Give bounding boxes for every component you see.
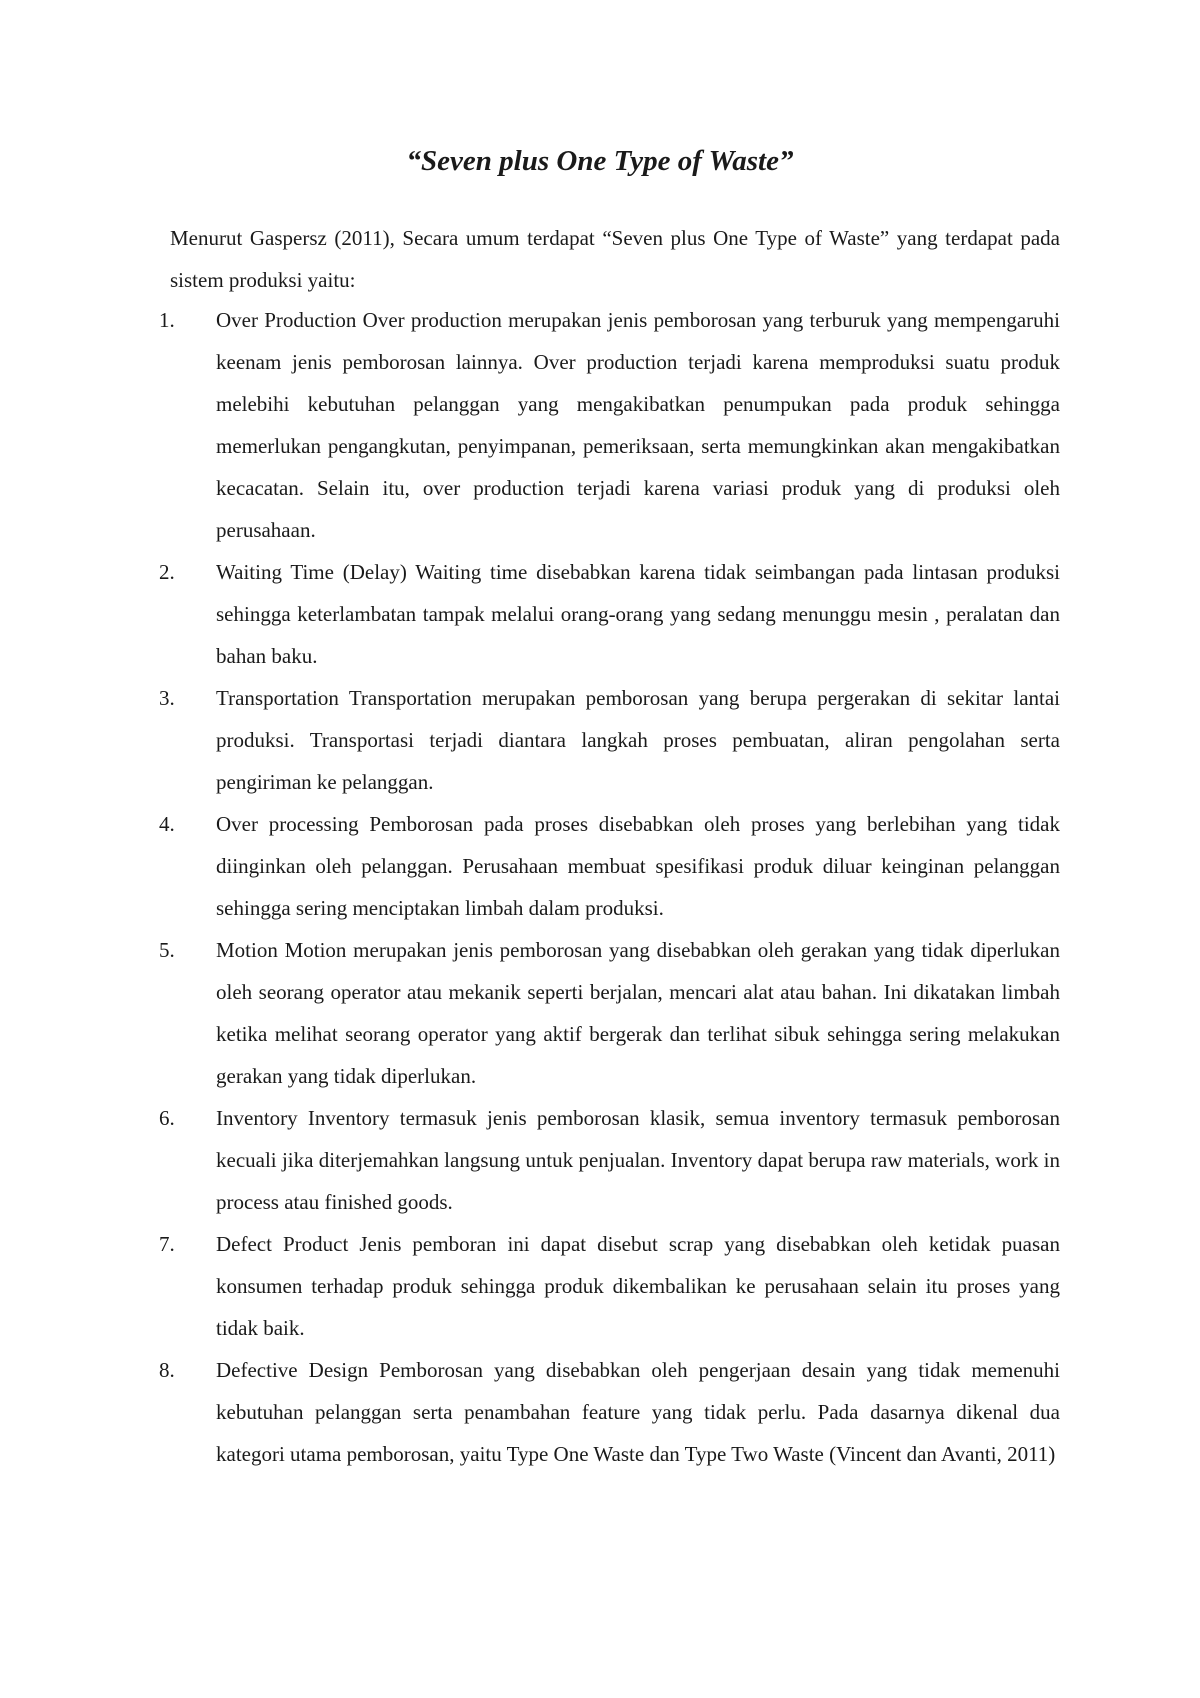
list-item-text: Over processing Pemborosan pada proses disebabkan oleh proses yang berlebihan yang tidak diinginkan oleh pelanggan. Perusahaan membuat spesifikasi produk diluar keinginan pelanggan sehingga sering menciptakan limbah dalam produksi.: [216, 812, 1060, 920]
list-item-text: Defective Design Pemborosan yang disebabkan oleh pengerjaan desain yang tidak memenuhi kebutuhan pelanggan serta penambahan feature yang tidak perlu. Pada dasarnya dikenal dua kategori utama pemborosan, yaitu Type One Waste dan Type Two Waste (Vincent dan Avanti, 2011): [216, 1358, 1060, 1466]
list-item: [0, 803, 1200, 929]
list-item-text: Motion Motion merupakan jenis pemborosan yang disebabkan oleh gerakan yang tidak diperlukan oleh seorang operator atau mekanik seperti berjalan, mencari alat atau bahan. Ini dikatakan limbah ketika melihat seorang operator yang aktif bergerak dan terlihat sibuk sehingga sering melakukan gerakan yang tidak diperlukan.: [216, 938, 1060, 1088]
document-title: “Seven plus One Type of Waste”: [406, 145, 794, 177]
list-item-text: Waiting Time (Delay) Waiting time disebabkan karena tidak seimbangan pada lintasan produksi sehingga keterlambatan tampak melalui orang-orang yang sedang menunggu mesin , peralatan dan bahan baku.: [216, 560, 1060, 668]
list-item-number: 8.: [159, 1358, 175, 1382]
list-item-number: 5.: [159, 938, 175, 962]
list-item: [0, 1349, 1200, 1475]
list-item: [0, 299, 1200, 551]
list-item-number: 1.: [159, 308, 175, 332]
list-item-number: 3.: [159, 686, 175, 710]
list-item: [0, 677, 1200, 803]
list-item: [0, 551, 1200, 677]
intro-paragraph: Menurut Gaspersz (2011), Secara umum terdapat “Seven plus One Type of Waste” yang terdapat pada sistem produksi yaitu:: [170, 226, 1060, 292]
list-item-text: Over Production Over production merupakan jenis pemborosan yang terburuk yang mempengaruhi keenam jenis pemborosan lainnya. Over production terjadi karena memproduksi suatu produk melebihi kebutuhan pelanggan yang mengakibatkan penumpukan pada produk sehingga memerlukan pengangkutan, penyimpanan, pemeriksaan, serta memungkinkan akan mengakibatkan kecacatan. Selain itu, over production terjadi karena variasi produk yang di produksi oleh perusahaan.: [216, 308, 1060, 542]
list-item: [0, 1223, 1200, 1349]
list-item-number: 6.: [159, 1106, 175, 1130]
list-item: [0, 929, 1200, 1097]
list-item-text: Defect Product Jenis pemboran ini dapat disebut scrap yang disebabkan oleh ketidak puasan konsumen terhadap produk sehingga produk dikembalikan ke perusahaan selain itu proses yang tidak baik.: [216, 1232, 1060, 1340]
list-item-text: Transportation Transportation merupakan pemborosan yang berupa pergerakan di sekitar lantai produksi. Transportasi terjadi diantara langkah proses pembuatan, aliran pengolahan serta pengiriman ke pelanggan.: [216, 686, 1060, 794]
list-item-number: 7.: [159, 1232, 175, 1256]
list-item-number: 2.: [159, 560, 175, 584]
list-item-number: 4.: [159, 812, 175, 836]
list-item-text: Inventory Inventory termasuk jenis pemborosan klasik, semua inventory termasuk pemborosan kecuali jika diterjemahkan langsung untuk penjualan. Inventory dapat berupa raw materials, work in process atau finished goods.: [216, 1106, 1060, 1214]
waste-type-list: [0, 299, 1200, 1475]
list-item: [0, 1097, 1200, 1223]
